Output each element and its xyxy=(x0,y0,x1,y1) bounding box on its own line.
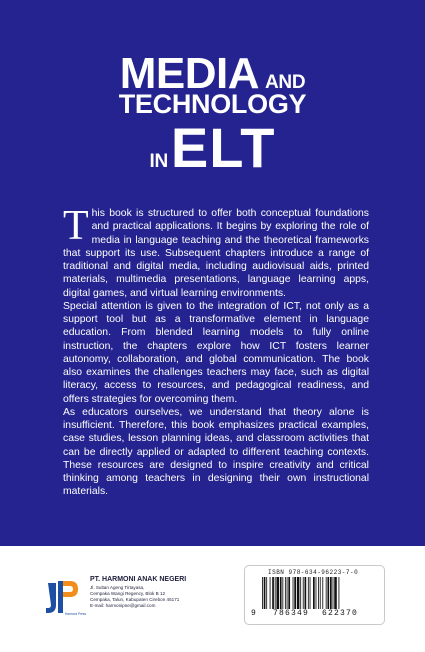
publisher-logo-icon xyxy=(42,577,88,617)
publisher-name: PT. HARMONI ANAK NEGERI xyxy=(90,576,187,583)
isbn-label: ISBN 978-634-96223-7-0 xyxy=(268,569,359,576)
title-line-3 xyxy=(0,116,425,179)
title-line-2 xyxy=(0,91,425,118)
blurb-paragraph-3: As educators ourselves, we understand that theory alone is insufficient. Therefore, this book emphasizes practical examples, case studies, lesson planning ideas, and classroom activities that can be directly applied or adapted to different teaching contexts. These resources are designed to inspire creativity and critical thinking among teachers in designing their own instructional materials. xyxy=(63,406,369,498)
publisher-address-1: Jl. Sultan Ageng Tirtayasa, xyxy=(90,585,145,590)
barcode-icon xyxy=(262,577,370,609)
logo-caption: Harmoni Press xyxy=(65,612,87,616)
publisher-info xyxy=(90,576,186,609)
title-elt: ELT xyxy=(170,116,276,179)
blurb-paragraph-2: Special attention is given to the integration of ICT, not only as a support tool but as a transformative element in language education. From blended learning models to fully online instruction, the chapters explore how ICT fosters learner autonomy, collaboration, and global communication. The book also examines the challenges teachers may face, such as digital literacy, access to resources, and pedagogical readiness, and offers strategies for overcoming them. xyxy=(63,300,369,405)
publisher-address-3: Cempaka, Talun, Kabupaten Cirebon 45171 xyxy=(90,597,180,602)
blurb-paragraph-1 xyxy=(63,203,369,300)
barcode-digits-right: 622370 xyxy=(322,609,359,618)
publisher-address-2: Cempaka Wangi Regency, Blok B 12 xyxy=(90,591,166,596)
barcode-digit-first: 9 xyxy=(251,609,256,618)
title-technology: TECHNOLOGY xyxy=(118,89,307,119)
title-and: AND xyxy=(265,72,306,93)
barcode-digits-left: 786349 xyxy=(273,609,310,618)
publisher-email: E-mail: harmonipne@gmail.com xyxy=(90,603,156,608)
title-media: MEDIA xyxy=(119,49,259,98)
title-in: IN xyxy=(149,151,168,172)
drop-cap: T xyxy=(63,203,89,249)
blurb-paragraph-1-text: his book is structured to offer both conceptual foundations and practical applications. It begins by exploring the role of media in language teaching and the theoretical frameworks that support its use. Subsequent chapters introduce a range of traditional and digital media, including audiovisual aids, printed materials, multimedia presentations, language learning apps, digital games, and virtual learning environments. xyxy=(63,208,369,299)
blurb xyxy=(63,203,369,499)
